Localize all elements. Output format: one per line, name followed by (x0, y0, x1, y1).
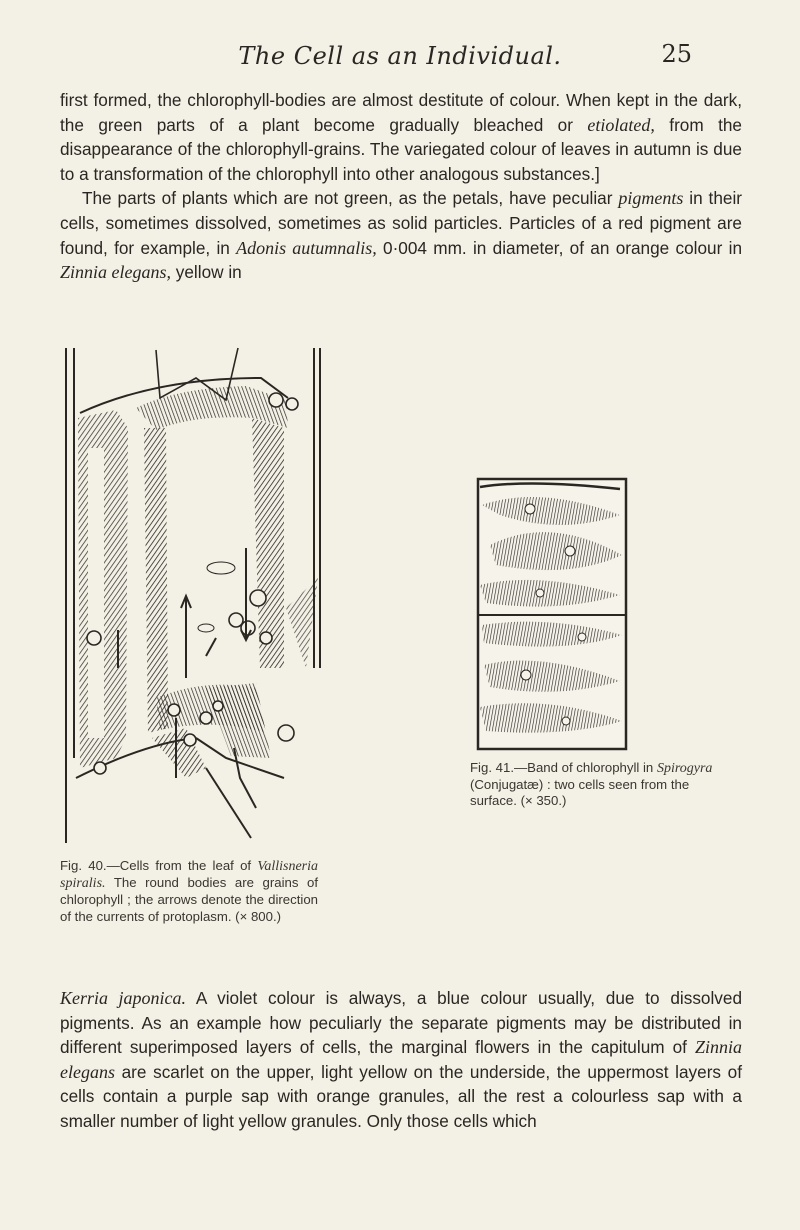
running-header (0, 40, 800, 76)
paragraph-1: first formed, the chlorophyll-bodies are almost destitute of colour. When kept in the dark, the green parts of a plant become gradually bleached or etiolated, from the disappearance of the chlorophyll-grains. The variegated colour of leaves in autumn is due to a transformation of the chlorophyll into other analogous substances.] (60, 90, 742, 184)
page-number: 25 (661, 40, 692, 68)
paragraph-2: The parts of plants which are not green, as the petals, have peculiar pigments in their cells, sometimes dissolved, sometimes as solid particles. Particles of a red pigment are found, for example, in Adonis autumnalis, 0·004 mm. in diameter, of an orange colour in Zinnia elegans, yellow in (60, 188, 742, 283)
body-text-top (60, 88, 742, 285)
figure-41-spirogyra-band (470, 475, 632, 755)
running-title: The Cell as an Individual. (238, 42, 562, 70)
figure-40-vallisneria-cells (56, 338, 328, 854)
body-text-bottom (60, 986, 742, 1134)
paragraph-3: Kerria japonica. A violet colour is always, a blue colour usually, due to dissolved pigments. As an example how peculiarly the separate pigments may be distributed in different superimposed layers of cells, the marginal flowers in the capitulum of Zinnia elegans are scarlet on the upper, light yellow on the underside, the uppermost layers of cells contain a purple sap with orange granules, all the rest a colourless sap with a smaller number of light yellow granules. Only those cells which (60, 988, 743, 1131)
figure-41-caption: Fig. 41.—Band of chlorophyll in Spirogyra (Conjugatæ) : two cells seen from the surface. (× 350.) (470, 760, 713, 809)
figure-40-caption: Fig. 40.—Cells from the leaf of Vallisneria spiralis. The round bodies are grains of chlorophyll ; the arrows denote the direction of the currents of protoplasm. (× 800.) (60, 858, 319, 924)
